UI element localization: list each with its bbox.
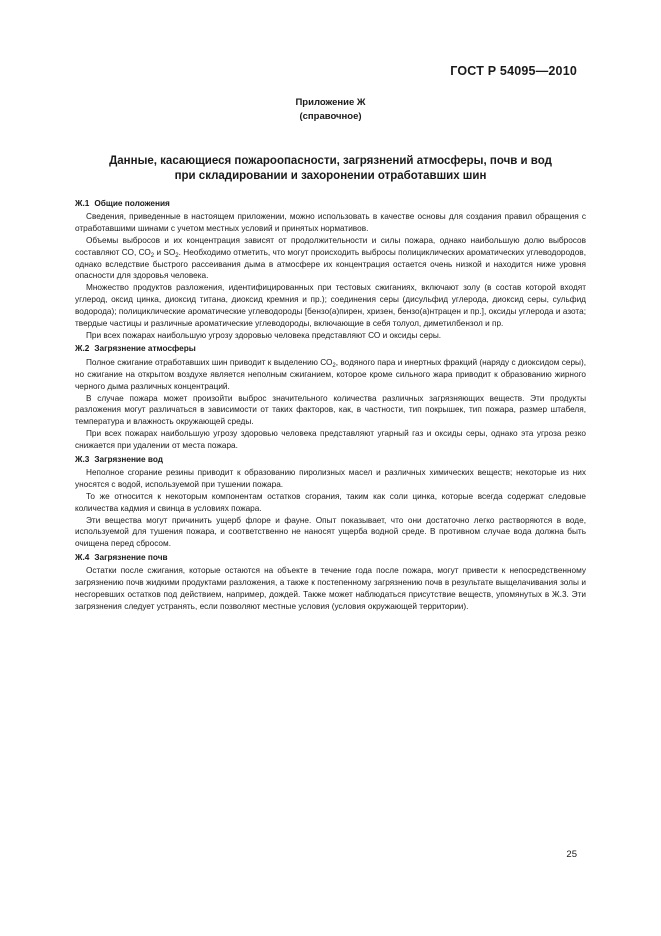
document-title-line-2: при складировании и захоронении отработавших шин bbox=[174, 170, 487, 182]
section-heading bbox=[75, 454, 586, 466]
paragraph: То же относится к некоторым компонентам остатков сгорания, таким как соли цинка, которые всегда содержат следовые количества кадмия и свинца в условиях пожара. bbox=[75, 491, 586, 513]
section-number: Ж.3 bbox=[75, 454, 90, 464]
paragraph: Эти вещества могут причинить ущерб флоре и фауне. Опыт показывает, что они достаточно легко растворяются в воде, используемой для тушения пожара, и соответственно не наносят ущерба водной среде. В противном случае вода должна быть очищена перед сбросом. bbox=[75, 515, 586, 549]
section-number: Ж.4 bbox=[75, 552, 90, 562]
document-body bbox=[75, 196, 586, 613]
section-number: Ж.1 bbox=[75, 198, 90, 208]
paragraph: Неполное сгорание резины приводит к образованию пиролизных масел и различных химических веществ; некоторые из них уносятся с водой, используемой при тушении пожара. bbox=[75, 467, 586, 489]
paragraph-text: , водяного пара и инертных фракций (наряду с диоксидом серы), но сжигание на открытом воздухе является неполным сжиганием, которое кроме сильного жара приводит к образованию жирного черного дыма различных концентраций. bbox=[75, 357, 586, 391]
appendix-subtitle: (справочное) bbox=[299, 111, 362, 122]
section-title: Загрязнение почв bbox=[94, 552, 168, 562]
document-code: ГОСТ Р 54095—2010 bbox=[450, 64, 577, 78]
subscript: 2 bbox=[175, 252, 179, 259]
page-number: 25 bbox=[566, 849, 577, 860]
section-title: Загрязнение вод bbox=[94, 454, 164, 464]
paragraph: Множество продуктов разложения, идентифицированных при тестовых сжиганиях, включают золу (в состав которой входят углерод, оксид цинка, диоксид титана, диоксид кремния и пр.); соединения серы (дисульфид углерода, диоксид серы, сульфид водорода); полициклические ароматические углеводороды [бензо(а)пирен, хризен, бензо(а)нтрацен и пр.], оксиды углерода и азота; твердые частицы и различные ароматические углеводороды, включающие в себя толуол, диметилбензол и пр. bbox=[75, 283, 586, 329]
paragraph bbox=[75, 357, 586, 393]
paragraph: В случае пожара может произойти выброс значительного количества различных загрязняющих веществ. Эти продукты разложения могут различаться в зависимости от таких факторов, как, в частности, тип покрышек, тип пожара, размер штабеля, температура и влажность окружающей среды. bbox=[75, 393, 586, 427]
subscript: 2 bbox=[332, 362, 336, 369]
paragraph-text: Полное сжигание отработавших шин приводит к выделению СО bbox=[86, 357, 333, 367]
paragraph-text: Объемы выбросов и их концентрация зависят от продолжительности и силы пожара, однако наибольшую долю выбросов составляют СО, СО bbox=[75, 235, 586, 257]
paragraph: Остатки после сжигания, которые остаются на объекте в течение года после пожара, могут привести к непосредственному загрязнению почв жидкими продуктами разложения, а также к постепенному загрязнению почв в результате выщелачивания золы и несгоревших остатков под действием, например, дождей. Также может наблюдаться присутствие веществ, упомянутых в Ж.3. Эти загрязнения следует устранять, если позволяют местные условия (условия окружающей территории). bbox=[75, 566, 586, 611]
subscript: 2 bbox=[150, 252, 155, 259]
paragraph bbox=[75, 235, 586, 283]
section-title: Загрязнение атмосферы bbox=[94, 344, 196, 354]
appendix-heading bbox=[0, 96, 661, 124]
section-title: Общие положения bbox=[94, 198, 170, 208]
section-heading bbox=[75, 198, 586, 210]
section-number: Ж.2 bbox=[75, 344, 90, 354]
document-title bbox=[60, 154, 601, 184]
paragraph-text: и SO bbox=[154, 247, 176, 257]
paragraph: Сведения, приведенные в настоящем приложении, можно использовать в качестве основы для создания правил обращения с отработавшими шинами с учетом местных условий и принятых нормативов. bbox=[75, 211, 586, 233]
paragraph: При всех пожарах наибольшую угрозу здоровью человека представляют СО и оксиды серы. bbox=[86, 330, 442, 340]
appendix-title: Приложение Ж bbox=[295, 97, 366, 108]
section-heading bbox=[75, 552, 586, 564]
paragraph: При всех пожарах наибольшую угрозу здоровью человека представляют угарный газ и оксиды серы, однако эта угроза резко снижается при удалении от места пожара. bbox=[75, 429, 586, 451]
section-heading bbox=[75, 343, 586, 355]
paragraph-text: . Необходимо отметить, что могут происходить выбросы полициклических ароматических углеводородов, однако вследствие быстрого рассеивания дыма в атмосфере их концентрация остается очень низкой и находится ниже уровня опасности для здоровья человека. bbox=[75, 247, 586, 281]
document-title-line-1: Данные, касающиеся пожароопасности, загрязнений атмосферы, почв и вод bbox=[109, 155, 552, 167]
